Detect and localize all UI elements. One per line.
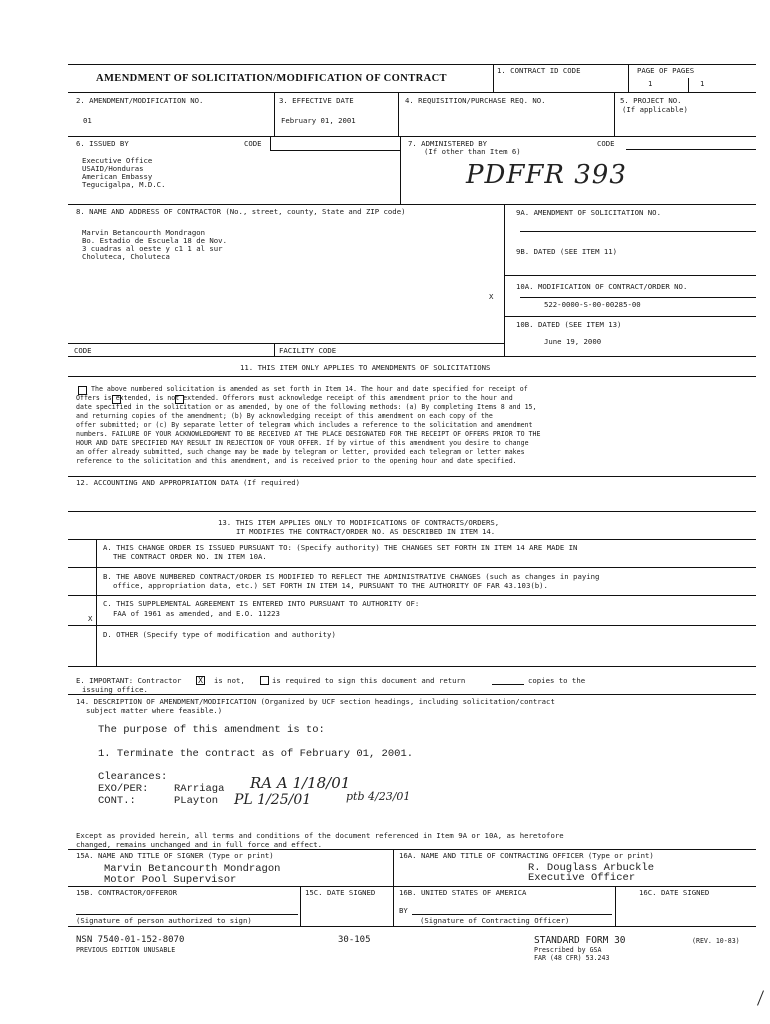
purpose-point-1: 1. Terminate the contract as of February 01, 2001. — [98, 748, 414, 760]
administered-code-label: CODE — [597, 139, 615, 148]
effective-date-value: February 01, 2001 — [281, 116, 356, 125]
label-15c: 15C. DATE SIGNED — [305, 888, 376, 897]
item11-line-7: HOUR AND DATE SPECIFIED MAY RESULT IN REJECTION OF YOUR OFFER. If by virtue of this amendment you desire to change — [76, 439, 529, 447]
clearance-2-role: CONT.: — [98, 795, 136, 807]
form-title: AMENDMENT OF SOLICITATION/MODIFICATION OF CONTRACT — [96, 73, 447, 84]
dated-10b-value: June 19, 2000 — [544, 337, 602, 346]
clearance-1-role: EXO/PER: — [98, 783, 149, 795]
accounting-label: 12. ACCOUNTING AND APPROPRIATION DATA (If required) — [76, 478, 301, 487]
dated-10b-label: 10B. DATED (SEE ITEM 13) — [516, 320, 622, 329]
label-16b: 16B. UNITED STATES OF AMERICA — [399, 888, 527, 897]
issuing-office-text: issuing office. — [82, 685, 148, 694]
clearances-label: Clearances: — [98, 771, 168, 783]
item11-line-4: and returning copies of the amendment; (b) By acknowledging receipt of this amendment on each copy of the — [76, 412, 493, 420]
amendment-no-label: 2. AMENDMENT/MODIFICATION NO. — [76, 96, 204, 105]
label-15a: 15A. NAME AND TITLE OF SIGNER (Type or print) — [76, 851, 274, 860]
by-label: BY — [399, 906, 408, 915]
clearance-1-initials: RA A 1/18/01 — [250, 774, 351, 792]
dated-9b-label: 9B. DATED (SEE ITEM 11) — [516, 247, 618, 256]
is-required-checkbox — [260, 676, 269, 685]
issued-code-label: CODE — [244, 139, 262, 148]
item13-a-line-2: THE CONTRACT ORDER NO. IN ITEM 10A. — [113, 552, 267, 561]
item11-line-2: Offers is extended, is not extended. Offerors must acknowledge receipt of this amendment prior to the hour and — [76, 394, 513, 402]
item14-label-2: subject matter where feasible.) — [86, 706, 223, 715]
prescribed-by: Prescribed by GSA — [534, 946, 602, 954]
purpose-text: The purpose of this amendment is to: — [98, 724, 325, 736]
amendment-solicitation-label: 9A. AMENDMENT OF SOLICITATION NO. — [516, 208, 661, 217]
page-of-pages-label: PAGE OF PAGES — [637, 66, 695, 75]
item13-c-line-2: FAA of 1961 as amended, and E.O. 11223 — [113, 609, 280, 618]
pages-count: 1 — [700, 79, 705, 88]
form-number: 30-105 — [338, 935, 371, 945]
item13-c-line-1: C. THIS SUPPLEMENTAL AGREEMENT IS ENTERED INTO PURSUANT TO AUTHORITY OF: — [103, 599, 420, 608]
is-required-text: is required to sign this document and return — [272, 676, 466, 685]
label-15b: 15B. CONTRACTOR/OFFEROR — [76, 888, 178, 897]
issuer-line-1: Executive Office — [82, 156, 153, 165]
important-text: E. IMPORTANT: Contractor — [76, 676, 182, 685]
administered-by-note: (If other than Item 6) — [424, 147, 521, 156]
modification-label: 10A. MODIFICATION OF CONTRACT/ORDER NO. — [516, 282, 688, 291]
project-no-label: 5. PROJECT NO. — [620, 96, 682, 105]
handwritten-reference: PDFFR 393 — [466, 160, 627, 190]
item11-line-5: offer submitted; or (c) By separate letter of telegram which includes a reference to the solicitation and amendment — [76, 421, 533, 429]
far-reference: FAR (48 CFR) 53.243 — [534, 954, 610, 962]
copies-text: copies to the — [528, 676, 586, 685]
clearance-2-name: PLayton — [174, 795, 219, 807]
label-16a: 16A. NAME AND TITLE OF CONTRACTING OFFICER (Type or print) — [399, 851, 654, 860]
contractor-is-checkbox: X — [196, 676, 205, 685]
clearance-3-initials: ptb 4/23/01 — [346, 790, 411, 803]
item13-b-line-2: office, appropriation data, etc.) SET FORTH IN ITEM 14, PURSUANT TO THE AUTHORITY OF FAR 43.103(b). — [113, 581, 548, 590]
item11-line-8: an offer already submitted, such change may be made by telegram or letter, provided each telegram or letter makes — [76, 448, 525, 456]
page-number: 1 — [648, 79, 653, 88]
contractor-line-4: Choluteca, Choluteca — [82, 252, 170, 261]
item13-b-line-1: B. THE ABOVE NUMBERED CONTRACT/ORDER IS MODIFIED TO REFLECT THE ADMINISTRATIVE CHANGES (such as changes in paying — [103, 572, 600, 581]
item11-line-6: numbers. FAILURE OF YOUR ACKNOWLEDGMENT TO BE RECEIVED AT THE PLACE DESIGNATED FOR THE RECEIPT OF OFFERS PRIOR TO THE — [76, 430, 541, 438]
clearance-2-initials: PL 1/25/01 — [234, 792, 312, 808]
contract-id-label: 1. CONTRACT ID CODE — [497, 66, 581, 75]
item13-a-line-1: A. THIS CHANGE ORDER IS ISSUED PURSUANT TO: (Specify authority) THE CHANGES SET FORTH IN ITEM 14 ARE MADE IN — [103, 543, 578, 552]
effective-date-label: 3. EFFECTIVE DATE — [279, 96, 354, 105]
item13-d-line-1: D. OTHER (Specify type of modification and authority) — [103, 630, 336, 639]
facility-code-label: FACILITY CODE — [279, 346, 337, 355]
modification-check-mark: X — [489, 292, 494, 301]
amendment-no-value: 01 — [83, 116, 92, 125]
modification-number: 522-0000-S-00-00285-00 — [544, 300, 641, 309]
label-16c: 16C. DATE SIGNED — [639, 888, 710, 897]
contractor-line-3: 3 cuadras al oeste y c1 1 al sur — [82, 244, 223, 253]
item13-c-check-mark: X — [88, 614, 93, 623]
issuer-line-3: American Embassy — [82, 172, 153, 181]
item11-heading: 11. THIS ITEM ONLY APPLIES TO AMENDMENTS OF SOLICITATIONS — [240, 363, 491, 372]
item14-label-1: 14. DESCRIPTION OF AMENDMENT/MODIFICATION (Organized by UCF section headings, including solicitation/contract — [76, 697, 555, 706]
issued-by-label: 6. ISSUED BY — [76, 139, 129, 148]
item13-heading-1: 13. THIS ITEM APPLIES ONLY TO MODIFICATIONS OF CONTRACTS/ORDERS, — [218, 518, 500, 527]
contractor-code-label: CODE — [74, 346, 92, 355]
item11-line-1: The above numbered solicitation is amended as set forth in Item 14. The hour and date specified for receipt of — [91, 385, 528, 393]
project-no-note: (If applicable) — [622, 105, 688, 114]
form-revision: (REV. 10-83) — [692, 937, 740, 945]
issuer-line-2: USAID/Honduras — [82, 164, 144, 173]
contractor-line-1: Marvin Betancourth Mondragon — [82, 228, 206, 237]
contractor-line-2: Bo. Estadio de Escuela 18 de Nov. — [82, 236, 227, 245]
requisition-label: 4. REQUISITION/PURCHASE REQ. NO. — [405, 96, 546, 105]
contractor-label: 8. NAME AND ADDRESS OF CONTRACTOR (No., street, county, State and ZIP code) — [76, 207, 406, 216]
is-not-text: is not, — [214, 676, 245, 685]
signer-title: Motor Pool Supervisor — [104, 874, 237, 886]
scan-mark — [757, 990, 764, 1005]
previous-edition: PREVIOUS EDITION UNUSABLE — [76, 946, 176, 954]
item13-heading-2: IT MODIFIES THE CONTRACT/ORDER NO. AS DESCRIBED IN ITEM 14. — [236, 527, 496, 536]
standard-form-label: STANDARD FORM 30 — [534, 935, 626, 946]
item11-line-9: reference to the solicitation and this amendment, and is received prior to the opening hour and date specified. — [76, 457, 517, 465]
clearance-1-name: RArriaga — [174, 783, 225, 795]
terms-line-1: Except as provided herein, all terms and conditions of the document referenced in Item 9A or 10A, as heretofore — [76, 831, 564, 840]
terms-line-2: changed, remains unchanged and in full force and effect. — [76, 840, 323, 849]
nsn-number: NSN 7540-01-152-8070 — [76, 935, 185, 945]
officer-title: Executive Officer — [528, 872, 636, 884]
item11-line-3: date specified in the solicitation or as amended, by one of the following methods: (a) By completing Items 8 and 15, — [76, 403, 537, 411]
issuer-line-4: Tegucigalpa, M.D.C. — [82, 180, 166, 189]
officer-name: R. Douglass Arbuckle — [528, 862, 655, 874]
signature-16b: (Signature of Contracting Officer) — [420, 916, 570, 925]
signer-name: Marvin Betancourth Mondragon — [104, 863, 281, 875]
administered-by-label: 7. ADMINISTERED BY — [408, 139, 488, 148]
signature-15b: (Signature of person authorized to sign) — [76, 916, 252, 925]
